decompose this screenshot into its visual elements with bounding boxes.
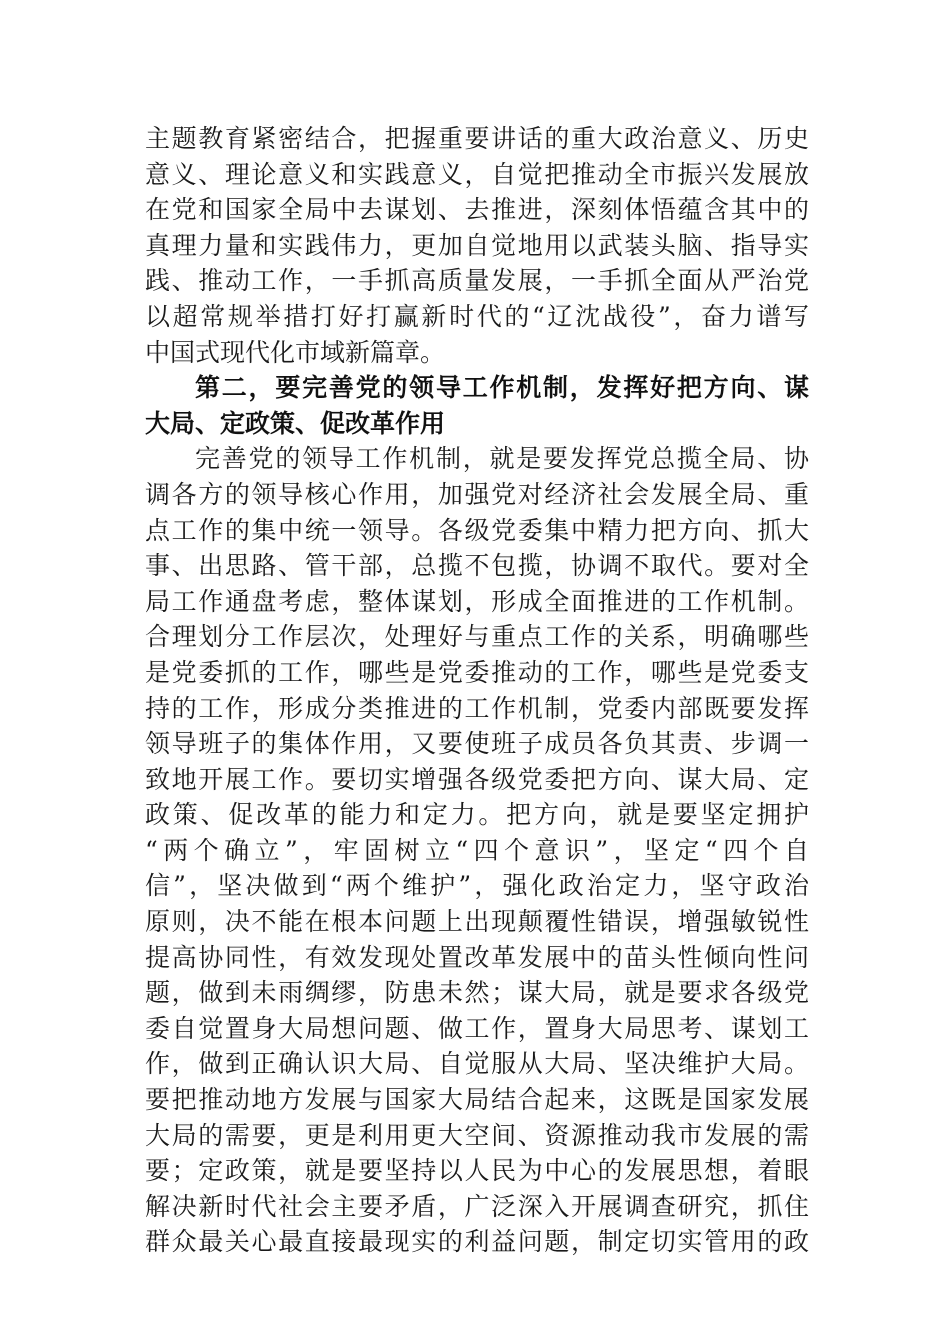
text-line: 解决新时代社会主要矛盾，广泛深入开展调查研究，抓住 bbox=[145, 1191, 809, 1221]
text-line: 真理力量和实践伟力，更加自觉地用以武装头脑、指导实 bbox=[145, 230, 809, 260]
text-line: 事、出思路、管干部，总揽不包揽，协调不取代。要对全 bbox=[145, 551, 809, 581]
text-line: 是党委抓的工作，哪些是党委推动的工作，哪些是党委支 bbox=[145, 657, 809, 687]
text-line: 完善党的领导工作机制，就是要发挥党总揽全局、协 bbox=[195, 444, 809, 474]
text-line: 大局的需要，更是利用更大空间、资源推动我市发展的需 bbox=[145, 1120, 809, 1150]
text-line: 以超常规举措打好打赢新时代的“辽沈战役”，奋力谱写 bbox=[145, 301, 809, 331]
text-line: 领导班子的集体作用，又要使班子成员各负其责、步调一 bbox=[145, 729, 809, 759]
text-line: 点工作的集中统一领导。各级党委集中精力把方向、抓大 bbox=[145, 515, 809, 545]
paragraph-body bbox=[145, 441, 809, 1260]
text-line: 意义、理论意义和实践意义，自觉把推动全市振兴发展放 bbox=[145, 159, 809, 189]
text-line: 在党和国家全局中去谋划、去推进，深刻体悟蕴含其中的 bbox=[145, 195, 809, 225]
text-line: 合理划分工作层次，处理好与重点工作的关系，明确哪些 bbox=[145, 622, 809, 652]
text-line: 题，做到未雨绸缪，防患未然；谋大局，就是要求各级党 bbox=[145, 978, 809, 1008]
paragraph-continuation bbox=[145, 121, 809, 370]
text-line: 主题教育紧密结合，把握重要讲话的重大政治意义、历史 bbox=[145, 124, 809, 153]
text-line: 局工作通盘考虑，整体谋划，形成全面推进的工作机制。 bbox=[145, 586, 809, 616]
heading-line: 第二，要完善党的领导工作机制，发挥好把方向、谋 bbox=[195, 373, 809, 403]
text-line: 中国式现代化市域新篇章。 bbox=[145, 337, 446, 367]
text-line: 要把推动地方发展与国家大局结合起来，这既是国家发展 bbox=[145, 1085, 809, 1115]
text-line: 作，做到正确认识大局、自觉服从大局、坚决维护大局。 bbox=[145, 1049, 809, 1079]
text-line: 政策、促改革的能力和定力。把方向，就是要坚定拥护 bbox=[145, 800, 809, 830]
text-line: 调各方的领导核心作用，加强党对经济社会发展全局、重 bbox=[145, 479, 809, 509]
text-line: 要；定政策，就是要坚持以人民为中心的发展思想，着眼 bbox=[145, 1156, 809, 1186]
section-heading bbox=[145, 370, 809, 441]
text-line: 提高协同性，有效发现处置改革发展中的苗头性倾向性问 bbox=[145, 942, 809, 972]
document-body bbox=[145, 121, 809, 1260]
text-line: 信”，坚决做到“两个维护”，强化政治定力，坚守政治 bbox=[145, 871, 809, 901]
text-line: 原则，决不能在根本问题上出现颠覆性错误，增强敏锐性 bbox=[145, 907, 809, 937]
text-line: “两个确立”，牢固树立“四个意识”，坚定“四个自 bbox=[145, 835, 809, 865]
text-line: 委自觉置身大局想问题、做工作，置身大局思考、谋划工 bbox=[145, 1013, 809, 1043]
text-line: 践、推动工作，一手抓高质量发展，一手抓全面从严治党 bbox=[145, 266, 809, 296]
heading-line: 大局、定政策、促改革作用 bbox=[145, 408, 446, 438]
text-line: 持的工作，形成分类推进的工作机制，党委内部既要发挥 bbox=[145, 693, 809, 723]
text-line: 致地开展工作。要切实增强各级党委把方向、谋大局、定 bbox=[145, 764, 809, 794]
text-line: 群众最关心最直接最现实的利益问题，制定切实管用的政 bbox=[145, 1227, 809, 1257]
